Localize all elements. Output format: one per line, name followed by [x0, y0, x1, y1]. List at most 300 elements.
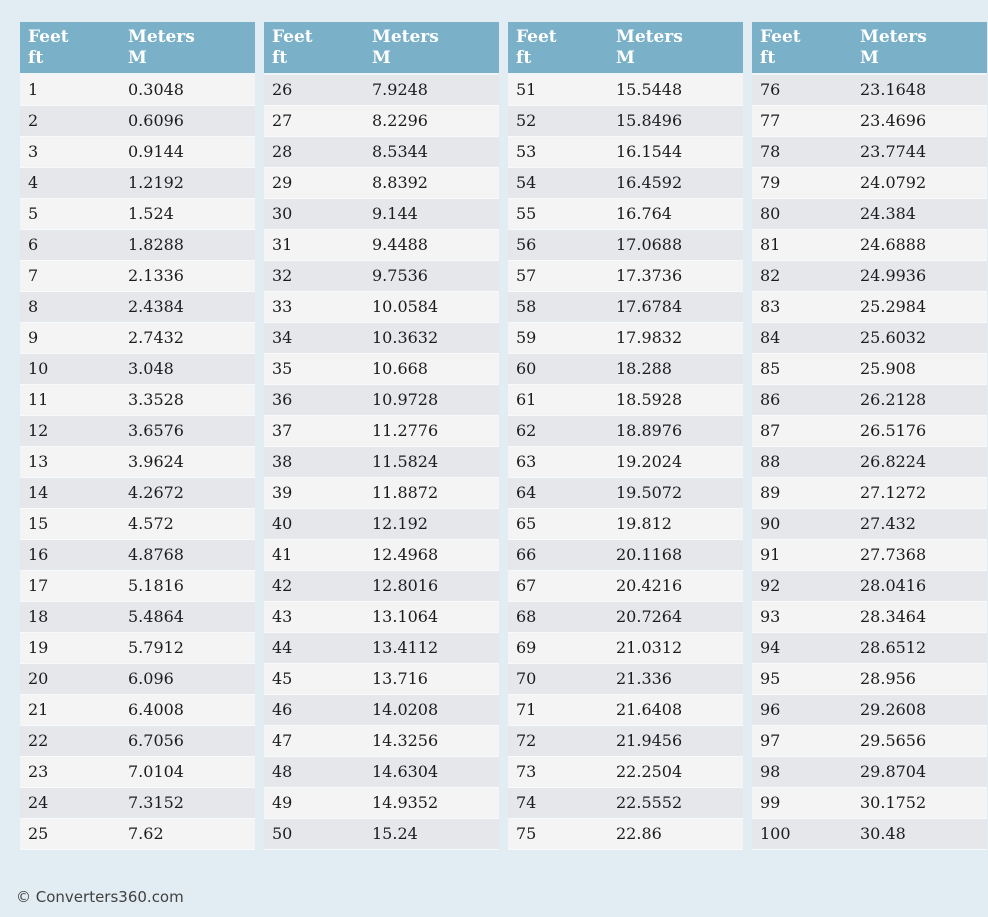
- feet-unit-label: ft: [272, 48, 288, 68]
- meters-cell: 13.4112: [364, 632, 499, 663]
- feet-cell: 57: [508, 260, 608, 291]
- table-row: [20, 291, 255, 322]
- table-row: [20, 446, 255, 477]
- table-row: [20, 229, 255, 260]
- meters-cell: 12.4968: [364, 539, 499, 570]
- feet-unit-label: ft: [28, 48, 44, 68]
- feet-cell: 76: [752, 74, 852, 105]
- feet-cell: 2: [20, 105, 120, 136]
- meters-cell: 3.9624: [120, 446, 255, 477]
- table-row: [752, 570, 987, 601]
- meters-cell: 9.144: [364, 198, 499, 229]
- meters-cell: 18.288: [608, 353, 743, 384]
- feet-cell: 85: [752, 353, 852, 384]
- meters-cell: 14.3256: [364, 725, 499, 756]
- table-row: [20, 74, 255, 105]
- meters-cell: 2.1336: [120, 260, 255, 291]
- feet-cell: 90: [752, 508, 852, 539]
- meters-label: Meters: [860, 27, 927, 47]
- feet-cell: 38: [264, 446, 364, 477]
- meters-cell: 1.524: [120, 198, 255, 229]
- feet-cell: 31: [264, 229, 364, 260]
- meters-cell: 21.0312: [608, 632, 743, 663]
- meters-cell: 24.9936: [852, 260, 987, 291]
- table-row: [752, 632, 987, 663]
- meters-cell: 17.6784: [608, 291, 743, 322]
- meters-cell: 11.8872: [364, 477, 499, 508]
- table-row: [752, 415, 987, 446]
- meters-cell: 3.3528: [120, 384, 255, 415]
- meters-column-header: [608, 22, 743, 74]
- table-row: [20, 725, 255, 756]
- feet-cell: 82: [752, 260, 852, 291]
- table-header: [508, 22, 743, 74]
- meters-cell: 29.2608: [852, 694, 987, 725]
- meters-cell: 9.7536: [364, 260, 499, 291]
- table-row: [264, 198, 499, 229]
- meters-cell: 7.3152: [120, 787, 255, 818]
- table-row: [264, 539, 499, 570]
- meters-cell: 23.7744: [852, 136, 987, 167]
- meters-cell: 4.2672: [120, 477, 255, 508]
- meters-cell: 21.6408: [608, 694, 743, 725]
- meters-cell: 27.432: [852, 508, 987, 539]
- feet-cell: 86: [752, 384, 852, 415]
- meters-cell: 23.1648: [852, 74, 987, 105]
- feet-cell: 33: [264, 291, 364, 322]
- table-body: [752, 74, 987, 849]
- table-row: [752, 539, 987, 570]
- feet-cell: 10: [20, 353, 120, 384]
- feet-cell: 94: [752, 632, 852, 663]
- meters-cell: 7.0104: [120, 756, 255, 787]
- meters-cell: 10.3632: [364, 322, 499, 353]
- feet-cell: 66: [508, 539, 608, 570]
- meters-cell: 15.24: [364, 818, 499, 849]
- table-row: [264, 74, 499, 105]
- table-row: [752, 694, 987, 725]
- table-row: [20, 353, 255, 384]
- table-row: [508, 818, 743, 849]
- meters-cell: 22.5552: [608, 787, 743, 818]
- table-row: [752, 229, 987, 260]
- table-row: [752, 136, 987, 167]
- meters-cell: 26.8224: [852, 446, 987, 477]
- feet-cell: 63: [508, 446, 608, 477]
- feet-cell: 15: [20, 508, 120, 539]
- feet-cell: 61: [508, 384, 608, 415]
- table-row: [20, 570, 255, 601]
- table-row: [264, 384, 499, 415]
- table-row: [508, 508, 743, 539]
- meters-unit-label: M: [372, 48, 391, 68]
- feet-cell: 75: [508, 818, 608, 849]
- meters-cell: 18.8976: [608, 415, 743, 446]
- table-body: [20, 74, 255, 849]
- table-row: [264, 818, 499, 849]
- table-row: [20, 384, 255, 415]
- feet-cell: 91: [752, 539, 852, 570]
- table-row: [508, 415, 743, 446]
- feet-cell: 77: [752, 105, 852, 136]
- table-row: [20, 756, 255, 787]
- feet-cell: 29: [264, 167, 364, 198]
- meters-cell: 10.668: [364, 353, 499, 384]
- feet-column-header: [20, 22, 120, 74]
- feet-column-header: [508, 22, 608, 74]
- meters-cell: 8.5344: [364, 136, 499, 167]
- meters-cell: 12.8016: [364, 570, 499, 601]
- meters-cell: 14.9352: [364, 787, 499, 818]
- meters-cell: 0.3048: [120, 74, 255, 105]
- table-row: [508, 291, 743, 322]
- table-body: [264, 74, 499, 849]
- feet-cell: 83: [752, 291, 852, 322]
- table-row: [752, 818, 987, 849]
- feet-cell: 32: [264, 260, 364, 291]
- meters-cell: 11.2776: [364, 415, 499, 446]
- meters-cell: 28.0416: [852, 570, 987, 601]
- table-row: [508, 322, 743, 353]
- feet-cell: 87: [752, 415, 852, 446]
- meters-cell: 28.3464: [852, 601, 987, 632]
- meters-cell: 28.6512: [852, 632, 987, 663]
- table-row: [508, 477, 743, 508]
- feet-cell: 92: [752, 570, 852, 601]
- feet-cell: 97: [752, 725, 852, 756]
- meters-cell: 26.2128: [852, 384, 987, 415]
- meters-label: Meters: [128, 27, 195, 47]
- table-row: [508, 446, 743, 477]
- meters-cell: 15.8496: [608, 105, 743, 136]
- table-row: [20, 415, 255, 446]
- feet-cell: 5: [20, 198, 120, 229]
- feet-cell: 46: [264, 694, 364, 725]
- table-header: [264, 22, 499, 74]
- feet-label: Feet: [516, 27, 557, 47]
- meters-cell: 2.4384: [120, 291, 255, 322]
- meters-cell: 3.6576: [120, 415, 255, 446]
- table-row: [264, 694, 499, 725]
- feet-cell: 60: [508, 353, 608, 384]
- feet-cell: 11: [20, 384, 120, 415]
- meters-cell: 8.8392: [364, 167, 499, 198]
- meters-cell: 0.9144: [120, 136, 255, 167]
- table-row: [20, 601, 255, 632]
- meters-cell: 13.716: [364, 663, 499, 694]
- meters-cell: 6.7056: [120, 725, 255, 756]
- table-row: [508, 198, 743, 229]
- table-row: [264, 570, 499, 601]
- table-row: [264, 136, 499, 167]
- feet-cell: 74: [508, 787, 608, 818]
- meters-cell: 25.6032: [852, 322, 987, 353]
- table-row: [20, 508, 255, 539]
- feet-unit-label: ft: [516, 48, 532, 68]
- meters-cell: 0.6096: [120, 105, 255, 136]
- table-row: [508, 632, 743, 663]
- feet-cell: 9: [20, 322, 120, 353]
- table-row: [20, 322, 255, 353]
- feet-cell: 25: [20, 818, 120, 849]
- meters-cell: 17.3736: [608, 260, 743, 291]
- feet-column-header: [752, 22, 852, 74]
- meters-cell: 27.7368: [852, 539, 987, 570]
- table-row: [752, 446, 987, 477]
- meters-cell: 2.7432: [120, 322, 255, 353]
- feet-cell: 26: [264, 74, 364, 105]
- feet-cell: 72: [508, 725, 608, 756]
- table-row: [20, 818, 255, 849]
- table-row: [264, 291, 499, 322]
- feet-cell: 99: [752, 787, 852, 818]
- feet-cell: 44: [264, 632, 364, 663]
- feet-cell: 68: [508, 601, 608, 632]
- table-row: [508, 384, 743, 415]
- feet-column-header: [264, 22, 364, 74]
- meters-cell: 16.4592: [608, 167, 743, 198]
- meters-cell: 24.0792: [852, 167, 987, 198]
- feet-cell: 55: [508, 198, 608, 229]
- feet-cell: 95: [752, 663, 852, 694]
- meters-cell: 15.5448: [608, 74, 743, 105]
- meters-column-header: [120, 22, 255, 74]
- conversion-table-26-50: [264, 22, 499, 850]
- meters-unit-label: M: [860, 48, 879, 68]
- table-row: [752, 198, 987, 229]
- feet-cell: 27: [264, 105, 364, 136]
- meters-cell: 20.7264: [608, 601, 743, 632]
- feet-cell: 81: [752, 229, 852, 260]
- feet-cell: 64: [508, 477, 608, 508]
- table-row: [752, 74, 987, 105]
- meters-cell: 19.2024: [608, 446, 743, 477]
- table-row: [508, 353, 743, 384]
- feet-cell: 48: [264, 756, 364, 787]
- table-row: [20, 694, 255, 725]
- table-row: [508, 725, 743, 756]
- meters-cell: 25.908: [852, 353, 987, 384]
- meters-cell: 20.1168: [608, 539, 743, 570]
- table-row: [508, 787, 743, 818]
- feet-cell: 42: [264, 570, 364, 601]
- feet-cell: 73: [508, 756, 608, 787]
- feet-cell: 37: [264, 415, 364, 446]
- feet-cell: 4: [20, 167, 120, 198]
- feet-cell: 40: [264, 508, 364, 539]
- meters-cell: 8.2296: [364, 105, 499, 136]
- feet-cell: 62: [508, 415, 608, 446]
- table-row: [508, 663, 743, 694]
- feet-cell: 41: [264, 539, 364, 570]
- table-row: [752, 260, 987, 291]
- feet-cell: 24: [20, 787, 120, 818]
- meters-cell: 26.5176: [852, 415, 987, 446]
- feet-cell: 6: [20, 229, 120, 260]
- meters-cell: 5.4864: [120, 601, 255, 632]
- table-row: [752, 353, 987, 384]
- meters-cell: 22.2504: [608, 756, 743, 787]
- table-row: [508, 694, 743, 725]
- feet-cell: 70: [508, 663, 608, 694]
- feet-label: Feet: [760, 27, 801, 47]
- feet-cell: 12: [20, 415, 120, 446]
- feet-cell: 69: [508, 632, 608, 663]
- table-header: [752, 22, 987, 74]
- table-row: [20, 663, 255, 694]
- feet-cell: 18: [20, 601, 120, 632]
- meters-cell: 7.62: [120, 818, 255, 849]
- conversion-table-51-75: [508, 22, 743, 850]
- feet-cell: 17: [20, 570, 120, 601]
- table-row: [508, 539, 743, 570]
- table-row: [508, 105, 743, 136]
- feet-cell: 21: [20, 694, 120, 725]
- meters-cell: 17.0688: [608, 229, 743, 260]
- table-row: [264, 632, 499, 663]
- feet-cell: 84: [752, 322, 852, 353]
- meters-cell: 17.9832: [608, 322, 743, 353]
- feet-cell: 79: [752, 167, 852, 198]
- meters-cell: 29.5656: [852, 725, 987, 756]
- feet-cell: 23: [20, 756, 120, 787]
- feet-cell: 50: [264, 818, 364, 849]
- table-header: [20, 22, 255, 74]
- feet-label: Feet: [28, 27, 69, 47]
- conversion-table-76-100: [752, 22, 987, 850]
- meters-cell: 14.0208: [364, 694, 499, 725]
- feet-cell: 58: [508, 291, 608, 322]
- table-row: [20, 136, 255, 167]
- table-row: [20, 477, 255, 508]
- table-row: [752, 105, 987, 136]
- table-row: [752, 725, 987, 756]
- table-row: [264, 508, 499, 539]
- table-row: [752, 167, 987, 198]
- meters-cell: 10.0584: [364, 291, 499, 322]
- meters-cell: 7.9248: [364, 74, 499, 105]
- feet-cell: 20: [20, 663, 120, 694]
- meters-cell: 29.8704: [852, 756, 987, 787]
- table-row: [264, 105, 499, 136]
- feet-cell: 71: [508, 694, 608, 725]
- feet-cell: 14: [20, 477, 120, 508]
- feet-cell: 47: [264, 725, 364, 756]
- table-row: [752, 508, 987, 539]
- feet-cell: 78: [752, 136, 852, 167]
- feet-cell: 22: [20, 725, 120, 756]
- meters-cell: 24.6888: [852, 229, 987, 260]
- table-row: [752, 756, 987, 787]
- feet-cell: 45: [264, 663, 364, 694]
- feet-cell: 8: [20, 291, 120, 322]
- table-row: [508, 229, 743, 260]
- meters-cell: 23.4696: [852, 105, 987, 136]
- meters-cell: 13.1064: [364, 601, 499, 632]
- feet-unit-label: ft: [760, 48, 776, 68]
- meters-cell: 18.5928: [608, 384, 743, 415]
- meters-cell: 24.384: [852, 198, 987, 229]
- feet-cell: 16: [20, 539, 120, 570]
- meters-unit-label: M: [616, 48, 635, 68]
- table-row: [20, 167, 255, 198]
- feet-cell: 59: [508, 322, 608, 353]
- meters-column-header: [364, 22, 499, 74]
- table-row: [264, 353, 499, 384]
- feet-cell: 96: [752, 694, 852, 725]
- table-row: [752, 601, 987, 632]
- feet-cell: 80: [752, 198, 852, 229]
- feet-cell: 54: [508, 167, 608, 198]
- table-row: [508, 756, 743, 787]
- meters-label: Meters: [372, 27, 439, 47]
- table-row: [752, 787, 987, 818]
- table-row: [508, 601, 743, 632]
- feet-cell: 88: [752, 446, 852, 477]
- feet-cell: 34: [264, 322, 364, 353]
- feet-cell: 89: [752, 477, 852, 508]
- feet-cell: 100: [752, 818, 852, 849]
- copyright-text: © Converters360.com: [16, 888, 184, 906]
- feet-cell: 28: [264, 136, 364, 167]
- table-row: [264, 322, 499, 353]
- meters-cell: 5.1816: [120, 570, 255, 601]
- feet-cell: 93: [752, 601, 852, 632]
- meters-cell: 3.048: [120, 353, 255, 384]
- meters-cell: 4.572: [120, 508, 255, 539]
- feet-cell: 98: [752, 756, 852, 787]
- table-row: [264, 260, 499, 291]
- table-row: [264, 663, 499, 694]
- meters-cell: 6.096: [120, 663, 255, 694]
- feet-cell: 19: [20, 632, 120, 663]
- table-row: [752, 663, 987, 694]
- table-row: [264, 787, 499, 818]
- meters-cell: 14.6304: [364, 756, 499, 787]
- feet-cell: 56: [508, 229, 608, 260]
- feet-cell: 7: [20, 260, 120, 291]
- table-row: [508, 74, 743, 105]
- table-row: [508, 260, 743, 291]
- table-row: [508, 136, 743, 167]
- meters-cell: 22.86: [608, 818, 743, 849]
- meters-cell: 5.7912: [120, 632, 255, 663]
- table-body: [508, 74, 743, 849]
- table-row: [508, 167, 743, 198]
- feet-cell: 52: [508, 105, 608, 136]
- conversion-table-1-25: [20, 22, 255, 850]
- table-row: [508, 570, 743, 601]
- feet-cell: 39: [264, 477, 364, 508]
- meters-cell: 1.8288: [120, 229, 255, 260]
- table-row: [20, 198, 255, 229]
- meters-cell: 16.1544: [608, 136, 743, 167]
- table-row: [752, 477, 987, 508]
- meters-cell: 30.48: [852, 818, 987, 849]
- meters-cell: 1.2192: [120, 167, 255, 198]
- feet-label: Feet: [272, 27, 313, 47]
- table-row: [264, 229, 499, 260]
- meters-cell: 19.5072: [608, 477, 743, 508]
- feet-cell: 43: [264, 601, 364, 632]
- feet-cell: 3: [20, 136, 120, 167]
- table-row: [264, 415, 499, 446]
- meters-cell: 25.2984: [852, 291, 987, 322]
- feet-cell: 35: [264, 353, 364, 384]
- table-row: [20, 632, 255, 663]
- table-row: [264, 601, 499, 632]
- meters-cell: 19.812: [608, 508, 743, 539]
